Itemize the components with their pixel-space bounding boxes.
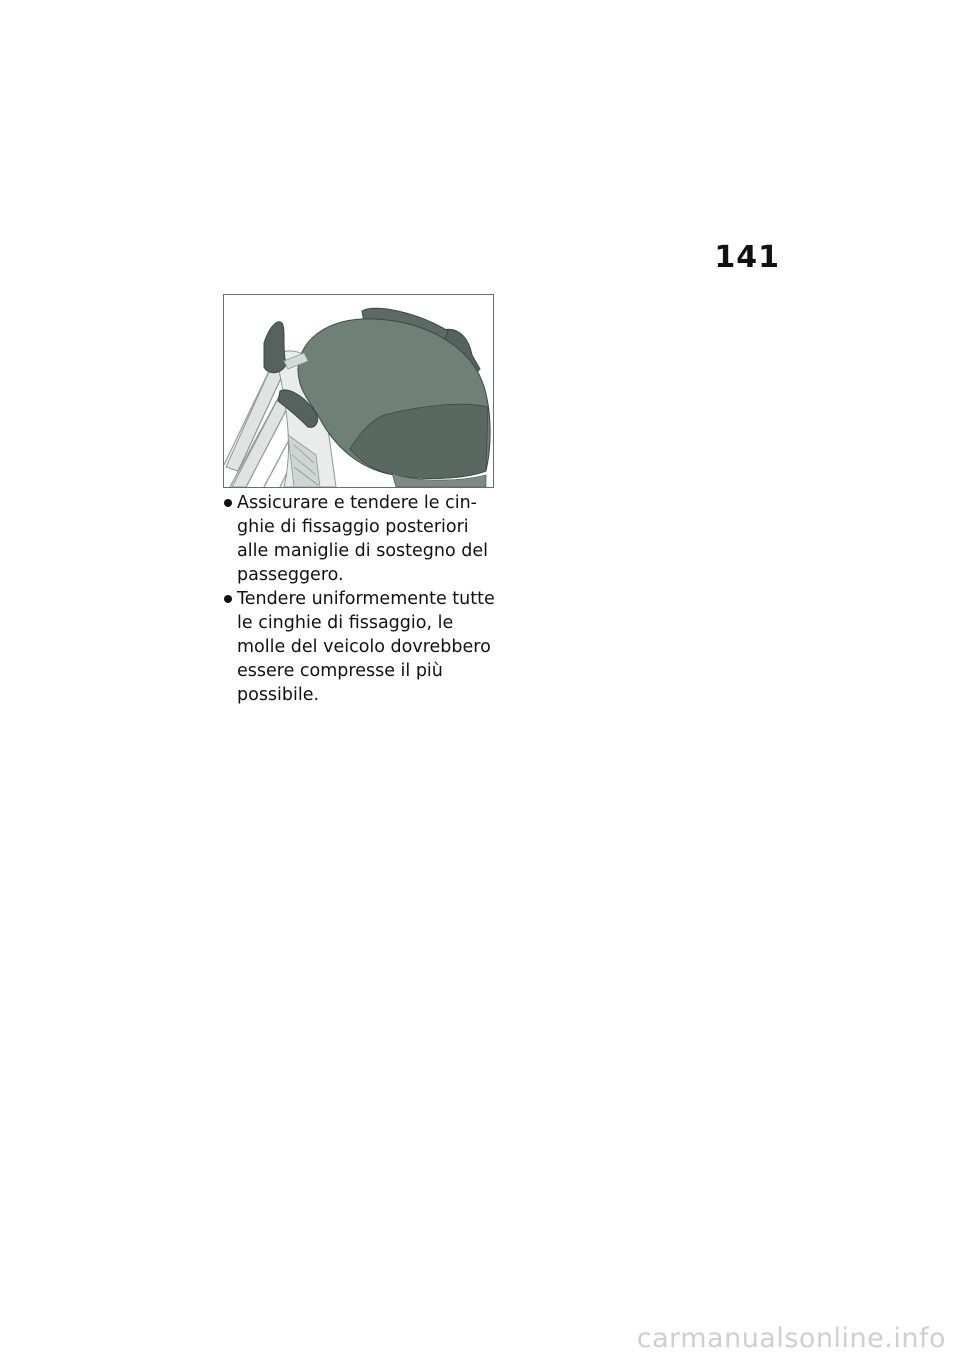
instruction-line: Assicurare e tendere le cin- bbox=[237, 493, 477, 513]
instruction-list bbox=[223, 491, 498, 707]
instruction-line: possibile. bbox=[237, 685, 320, 705]
instruction-line: alle maniglie di sostegno del bbox=[237, 541, 488, 561]
page-number: 141 bbox=[714, 240, 780, 275]
instruction-line: le cinghie di fissaggio, le bbox=[237, 613, 454, 633]
instruction-item bbox=[223, 587, 498, 707]
instruction-line: ghie di fissaggio posteriori bbox=[237, 517, 469, 537]
instruction-item bbox=[223, 491, 498, 587]
instruction-line: molle del veicolo dovrebbero bbox=[237, 637, 491, 657]
bullet-icon bbox=[224, 499, 232, 507]
motorcycle-rear-seat-icon bbox=[224, 295, 493, 487]
watermark: carmanualsonline.info bbox=[636, 1323, 946, 1354]
bullet-icon bbox=[224, 595, 232, 603]
instruction-line: essere compresse il più bbox=[237, 661, 443, 681]
seat-illustration bbox=[223, 294, 494, 488]
instruction-line: passeggero. bbox=[237, 565, 344, 585]
instruction-line: Tendere uniformemente tutte bbox=[237, 589, 495, 609]
